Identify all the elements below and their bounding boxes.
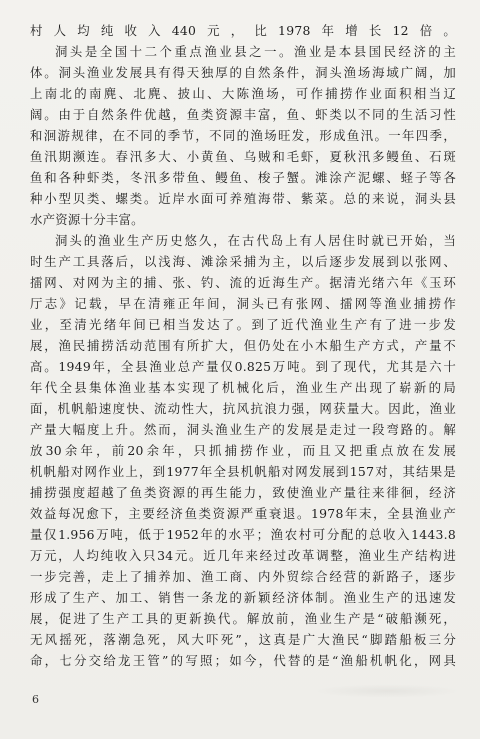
text-line: 产量大幅度上升。然而，洞头渔业生产的发展是走过一段弯路的。解 <box>30 422 456 437</box>
text-line: 形成了生产、加工、销售一条龙的新颖经济体制。渔业生产的迅速发 <box>30 590 456 605</box>
text-line: 捕捞强度超越了鱼类资源的再生能力，致使渔业产量往来徘徊，经济 <box>30 485 456 500</box>
text-line: 无风摇死，落潮急死，风大吓死”，这真是广大渔民“脚踏船板三分 <box>30 632 456 647</box>
text-line: 村人均纯收入440元，比1978年增长12倍。 <box>30 23 456 38</box>
text-line: 展，促进了生产工具的更新换代。解放前，渔业生产是“破船濒死， <box>30 611 456 626</box>
text-line: 展，渔民捕捞活动范围有所扩大，但仍处在小木船生产方式，产量不 <box>30 338 456 353</box>
text-line: 阔。由于自然条件优越，鱼类资源丰富，鱼、虾类以不同的生活习性 <box>30 107 456 122</box>
text-line: 上南北的南麂、北麂、披山、大陈渔场，可作捕捞作业面积相当辽 <box>30 86 456 101</box>
text-line: 高。1949年，全县渔业总产量仅0.825万吨。到了现代，尤其是六十 <box>30 359 456 374</box>
body-text <box>30 20 456 671</box>
text-line: 年代全县集体渔业基本实现了机械化后，渔业生产出现了崭新的局 <box>30 380 456 395</box>
text-line: 机帆船对网作业上，到1977年全县机帆船对网发展到157对，其结果是 <box>30 464 456 479</box>
text-line: 鱼汛期濒连。春汛多大、小黄鱼、乌贼和毛虾，夏秋汛多鳗鱼、石斑 <box>30 149 456 164</box>
text-line: 鱼和各种虾类，冬汛多带鱼、鳗鱼、梭子蟹。滩涂产泥螺、蛏子等各 <box>30 170 456 185</box>
text-line: 种小型贝类、螺类。近岸水面可养殖海带、紫菜。总的来说，洞头县 <box>30 191 456 206</box>
text-line: 业，至清光绪年间已相当发达了。到了近代渔业生产有了进一步发 <box>30 317 456 332</box>
text-line: 效益每况愈下，主要经济鱼类资源严重衰退。1978年末，全县渔业产 <box>30 506 456 521</box>
page-number: 6 <box>32 693 39 706</box>
text-line: 量仅1.956万吨，低于1952年的水平；渔农村可分配的总收入1443.8 <box>30 527 456 542</box>
text-line: 洞头是全国十二个重点渔业县之一。渔业是本县国民经济的主 <box>55 44 456 59</box>
text-line: 时生产工具落后，以浅海、滩涂采捕为主，以后逐步发展到以张网、 <box>30 254 456 269</box>
text-line: 和洄游规律，在不同的季节，不同的渔场旺发，形成鱼汛。一年四季， <box>30 128 456 143</box>
text-line: 洞头的渔业生产历史悠久，在古代岛上有人居住时就已开始，当 <box>55 233 456 248</box>
text-line: 水产资源十分丰富。 <box>30 212 144 227</box>
text-line: 体。洞头渔业发展具有得天独厚的自然条件，洞头渔场海域广阔，加 <box>30 65 456 80</box>
text-line: 擂网、对网为主的捕、张、钓、流的近海生产。据清光绪六年《玉环 <box>30 275 456 290</box>
text-line: 放30余年，前20余年，只抓捕捞作业，而且又把重点放在发展 <box>30 443 456 458</box>
scan-smudge <box>312 684 462 698</box>
text-line: 命，七分交给龙王管”的写照；如今，代替的是“渔船机帆化，网具 <box>30 653 456 668</box>
text-line: 万元，人均纯收入只34元。近几年来经过改革调整，渔业生产结构进 <box>30 548 456 563</box>
text-line: 厅志》记载，早在清雍正年间，洞头已有张网、擂网等渔业捕捞作 <box>30 296 456 311</box>
text-line: 面，机帆船速度快、流动性大，抗风抗浪力强，网获量大。因此，渔业 <box>30 401 456 416</box>
text-line: 一步完善，走上了捕养加、渔工商、内外贸综合经营的新路子，逐步 <box>30 569 456 584</box>
